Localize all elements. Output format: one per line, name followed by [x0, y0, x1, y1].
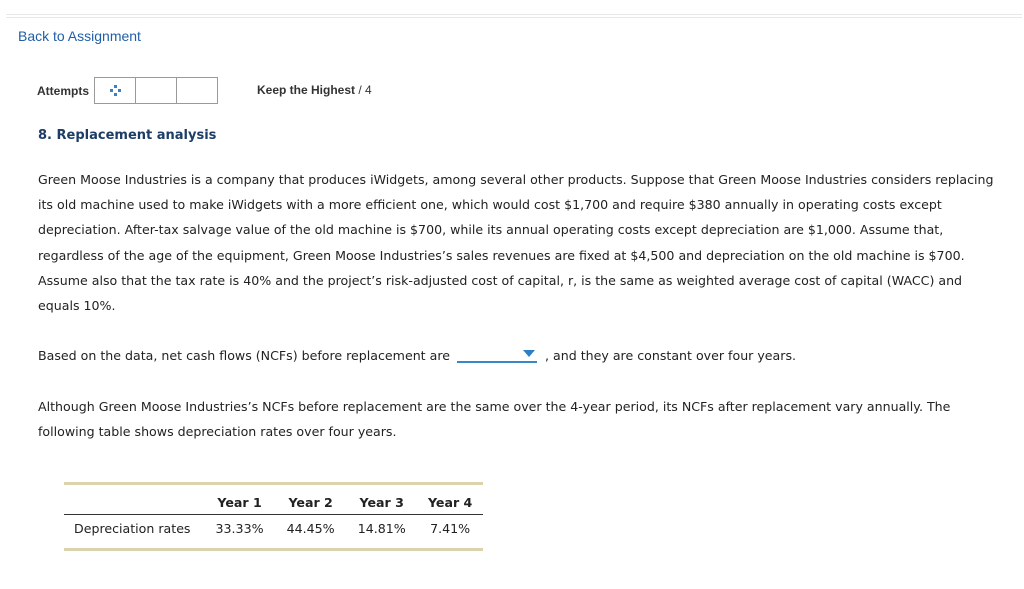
keep-highest-info — [257, 83, 372, 97]
depreciation-rate-year-2: 44.45% — [286, 521, 335, 536]
ncf-question-lead: Based on the data, net cash flows (NCFs) before replacement are — [38, 348, 450, 363]
depreciation-table-container — [64, 482, 483, 551]
keep-highest-total: / 4 — [355, 83, 372, 97]
depreciation-rate-year-3: 14.81% — [357, 521, 406, 536]
ncf-question — [38, 343, 1006, 368]
row-label-depreciation-rates: Depreciation rates — [74, 521, 191, 536]
attempt-indicator-icon — [110, 85, 121, 96]
table-header-year-4: Year 4 — [417, 485, 483, 515]
ncf-after-intro: Although Green Moose Industries’s NCFs before replacement are the same over the 4-year period, its NCFs after replacement vary annually. The following table shows depreciation rates over four years. — [38, 399, 951, 440]
problem-statement: Green Moose Industries is a company that produces iWidgets, among several other products. Suppose that Green Moose Industries considers replacing its old machine used to make iWidgets with a more efficient one, which would cost $1,700 and require $380 annually in operating costs except depreciation. After-tax salvage value of the old machine is $700, while its annual operating costs except depreciation are $1,000. Assume that, regardless of the age of the equipment, Green Moose Industries’s sales revenues are fixed at $4,500 and depreciation on the old machine is $700. Assume also that the tax rate is 40% and the project’s risk-adjusted cost of capital, r, is the same as weighted average cost of capital (WACC) and equals 10%. — [38, 172, 994, 314]
ncf-question-tail: , and they are constant over four years. — [545, 348, 797, 363]
attempt-box-1 — [94, 77, 136, 104]
table-header-blank — [64, 485, 204, 515]
keep-highest-label: Keep the Highest — [257, 83, 356, 97]
attempt-box-2 — [135, 77, 177, 104]
attempts-label: Attempts — [37, 83, 90, 98]
attempt-box-3 — [176, 77, 218, 104]
table-header-year-1: Year 1 — [204, 485, 275, 515]
table-header-row — [64, 485, 483, 515]
ncf-before-replacement-dropdown[interactable] — [457, 347, 537, 363]
dropdown-caret-icon — [523, 350, 535, 357]
table-header-year-3: Year 3 — [346, 485, 417, 515]
table-header-year-2: Year 2 — [275, 485, 346, 515]
table-row — [64, 515, 483, 549]
top-divider — [6, 14, 1022, 18]
depreciation-table — [64, 485, 483, 548]
depreciation-rate-year-4: 7.41% — [430, 521, 471, 536]
depreciation-rate-year-1: 33.33% — [215, 521, 264, 536]
attempts-row — [37, 77, 218, 104]
question-title: 8. Replacement analysis — [38, 128, 217, 143]
back-to-assignment-link[interactable]: Back to Assignment — [18, 28, 141, 44]
